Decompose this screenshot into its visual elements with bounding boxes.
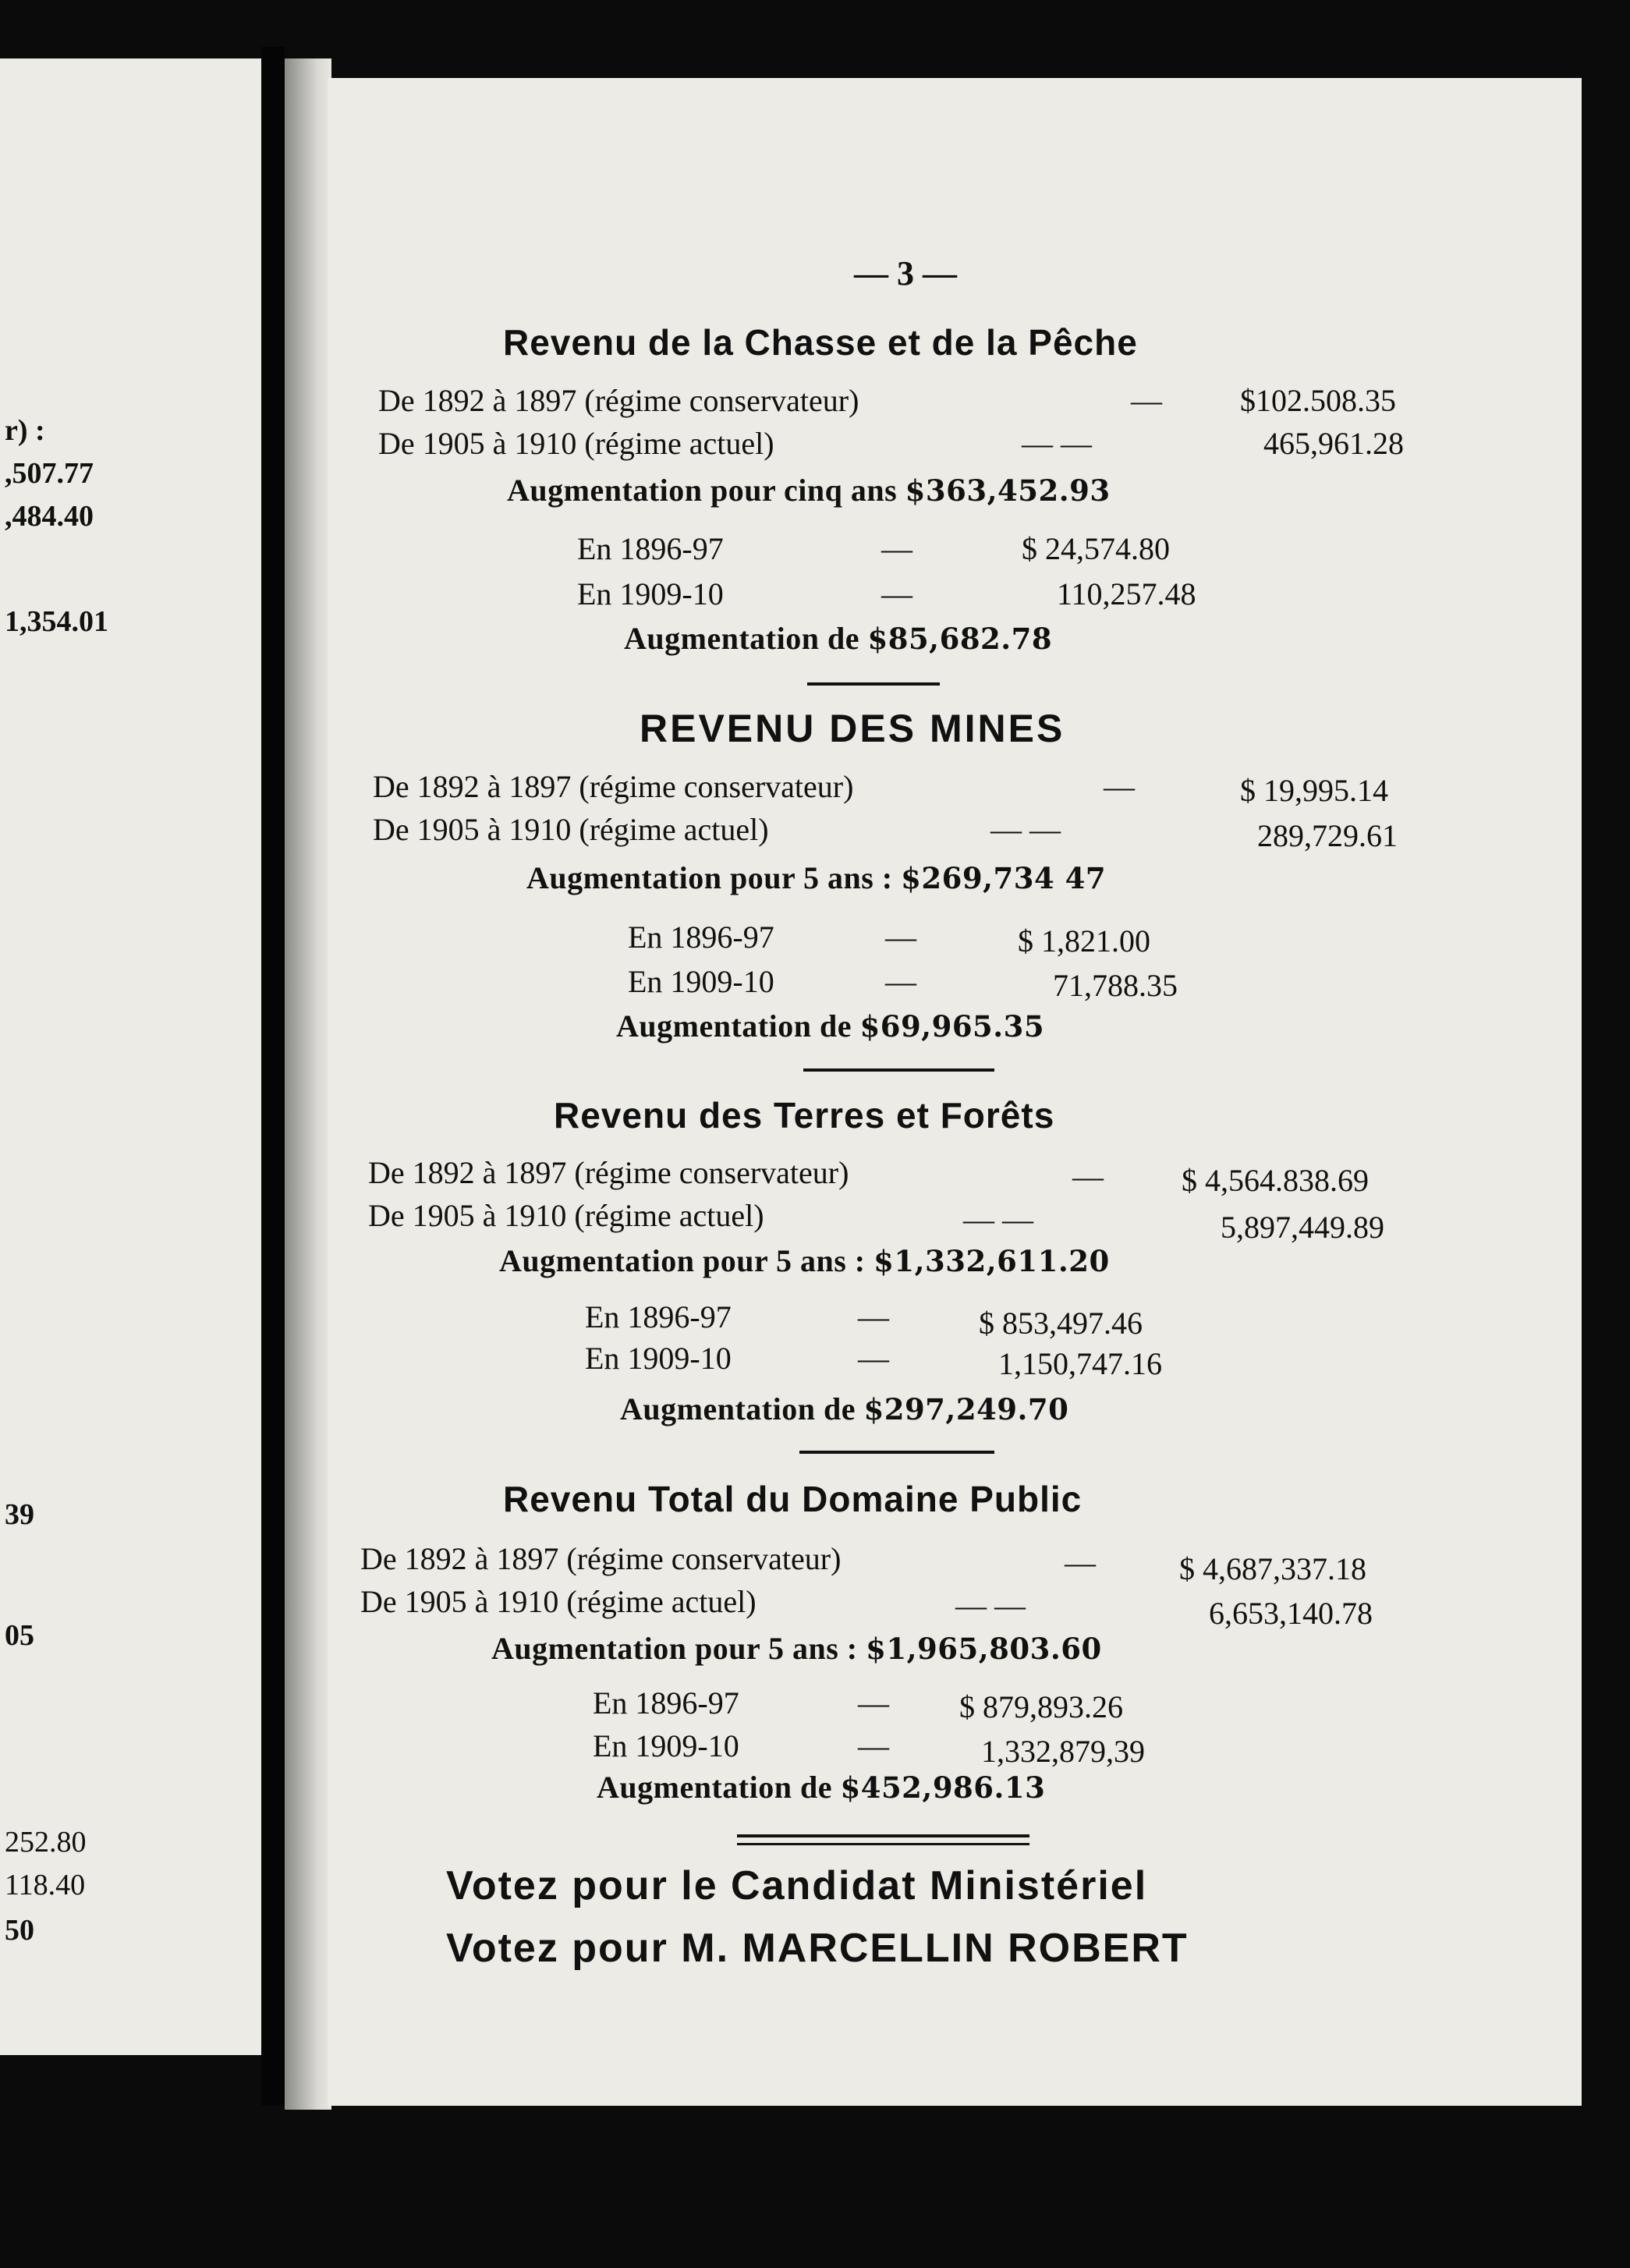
row-dash: — [881,576,912,611]
period-label: De 1905 à 1910 (régime actuel) [378,426,774,461]
period-row [378,382,859,419]
period-value: $ 19,995.14 [1240,773,1388,808]
period-augmentation [491,1630,1102,1667]
row-dash: — — [1022,426,1092,461]
page-number: — 3 — [854,254,957,292]
aug-label: Augmentation de [620,1391,856,1426]
year-value: 1,332,879,39 [981,1734,1145,1769]
aug-label: Augmentation pour 5 ans : [491,1631,858,1666]
year-augmentation [624,620,1052,657]
period-label: De 1892 à 1897 (régime conservateur) [378,383,859,418]
period-value: $ 4,564.838.69 [1182,1163,1369,1198]
aug-amount: $1,332,611.20 [873,1244,1110,1278]
footer-double-rule-bottom [737,1843,1029,1845]
left-fragment-text: ,507.77 [5,457,94,490]
year-label: En 1896-97 [593,1685,739,1720]
period-value: 465,961.28 [1263,426,1404,461]
year-augmentation [620,1391,1068,1427]
year-value: 71,788.35 [1053,968,1178,1003]
aug-amount: $69,965.35 [859,1009,1045,1044]
vote-line-1: Votez pour le Candidat Ministériel [446,1863,1148,1908]
left-page-fragment [0,58,261,2055]
row-dash: — [1131,383,1162,418]
gutter-shadow [285,58,331,2110]
aug-amount: $452,986.13 [840,1770,1046,1805]
year-label: En 1909-10 [577,576,724,611]
aug-amount: $269,734 47 [901,861,1107,895]
aug-label: Augmentation pour 5 ans : [499,1243,866,1278]
aug-amount: $85,682.78 [867,622,1053,656]
left-fragment-text: 1,354.01 [5,605,108,638]
aug-label: Augmentation pour cinq ans [507,473,898,508]
row-dash: — [1065,1545,1096,1580]
section-divider [803,1068,994,1072]
aug-amount: $1,965,803.60 [866,1632,1102,1666]
row-dash: — [885,964,916,999]
row-dash: — [885,920,916,955]
year-label: En 1896-97 [628,920,774,955]
left-fragment-text: 05 [5,1619,34,1652]
period-value: $ 4,687,337.18 [1179,1551,1366,1586]
period-augmentation [507,472,1111,509]
section-title: Revenu des Terres et Forêts [554,1095,1055,1136]
row-dash: — — [955,1588,1026,1623]
left-fragment-text: 39 [5,1498,34,1531]
left-fragment-text: 252.80 [5,1826,87,1859]
period-value: 5,897,449.89 [1221,1210,1384,1245]
row-dash: — — [963,1202,1033,1237]
period-label: De 1905 à 1910 (régime actuel) [368,1198,764,1233]
row-dash: — [1072,1159,1104,1194]
year-label: En 1896-97 [585,1299,732,1334]
period-label: De 1892 à 1897 (régime conservateur) [373,769,854,804]
year-value: $ 1,821.00 [1018,923,1150,959]
vote-line-2: Votez pour M. MARCELLIN ROBERT [446,1926,1189,1971]
period-augmentation [499,1242,1110,1279]
year-label: En 1909-10 [585,1341,732,1376]
year-value: $ 879,893.26 [959,1689,1123,1724]
aug-label: Augmentation de [597,1770,832,1805]
period-label: De 1892 à 1897 (régime conservateur) [360,1541,842,1576]
period-value: $102.508.35 [1240,383,1396,418]
row-dash: — — [990,812,1061,847]
period-augmentation [526,859,1106,896]
aug-label: Augmentation de [624,621,859,656]
row-dash: — [858,1685,889,1720]
year-label: En 1896-97 [577,531,724,566]
section-divider [807,682,940,686]
year-value: $ 24,574.80 [1022,531,1170,566]
section-divider [799,1451,994,1454]
row-dash: — [858,1341,889,1376]
row-dash: — [1104,769,1135,804]
period-label: De 1905 à 1910 (régime actuel) [373,812,769,847]
left-fragment-text: 50 [5,1914,34,1947]
footer-double-rule-top [737,1834,1029,1837]
section-title: Revenu Total du Domaine Public [503,1479,1083,1519]
aug-amount: $297,249.70 [863,1392,1069,1426]
period-label: De 1892 à 1897 (régime conservateur) [368,1155,849,1190]
row-dash: — [881,531,912,566]
left-fragment-text: ,484.40 [5,500,94,533]
section-title: Revenu de la Chasse et de la Pêche [503,322,1138,363]
row-dash: — [858,1299,889,1334]
year-label: En 1909-10 [593,1728,739,1763]
year-value: 1,150,747.16 [998,1346,1162,1381]
period-label: De 1905 à 1910 (régime actuel) [360,1584,757,1619]
aug-label: Augmentation pour 5 ans : [526,860,893,895]
year-label: En 1909-10 [628,964,774,999]
binding-gutter [261,47,285,2106]
row-dash: — [858,1728,889,1763]
period-value: 6,653,140.78 [1209,1596,1373,1631]
year-augmentation [616,1008,1044,1044]
left-fragment-text: r) : [5,414,45,447]
year-value: 110,257.48 [1057,576,1196,611]
period-value: 289,729.61 [1257,818,1398,853]
aug-label: Augmentation de [616,1008,852,1044]
year-augmentation [597,1769,1045,1806]
left-fragment-text: 118.40 [5,1869,86,1901]
section-title: REVENU DES MINES [640,707,1065,750]
aug-amount: $363,452.93 [905,473,1111,508]
year-value: $ 853,497.46 [979,1306,1143,1341]
